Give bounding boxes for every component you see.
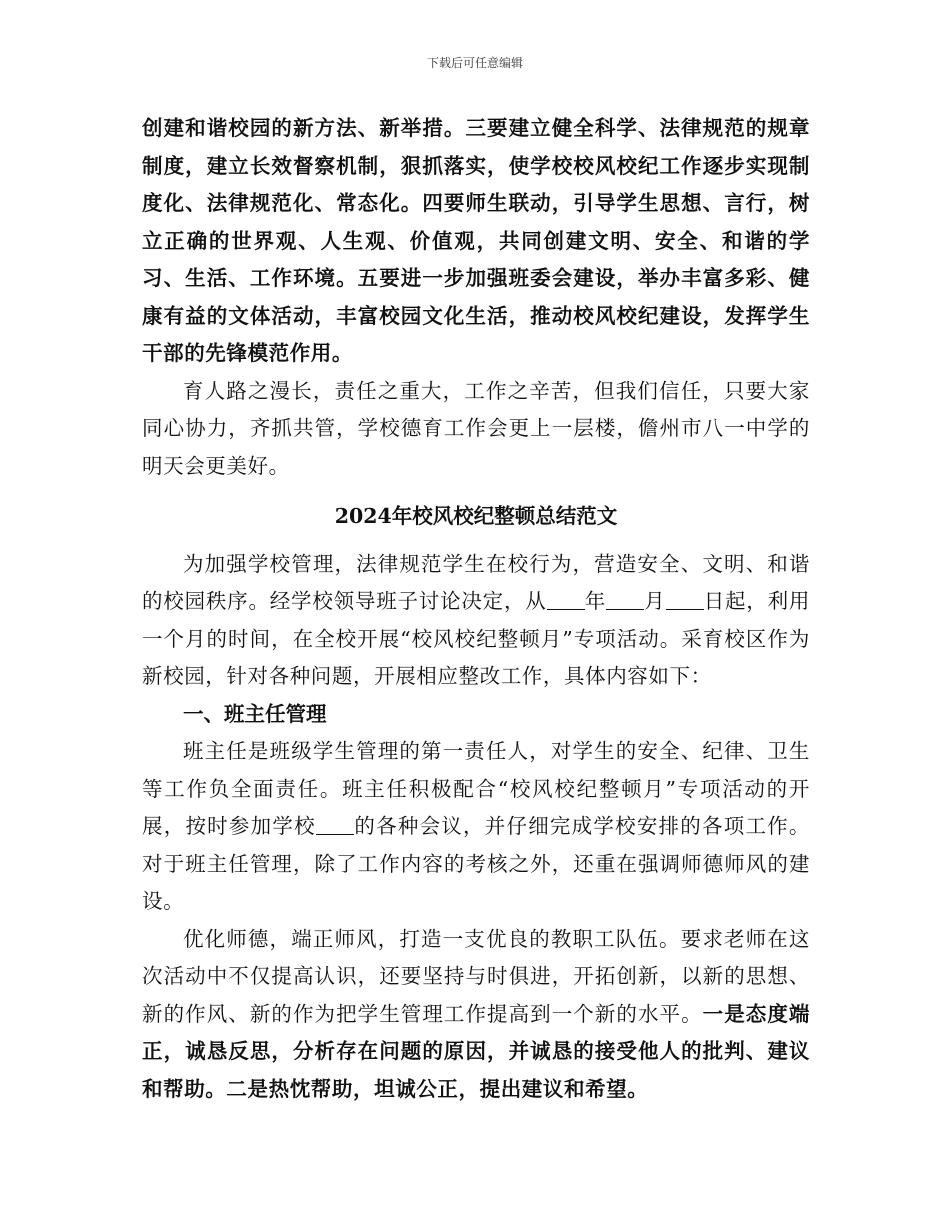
intro-year: 年 (584, 589, 607, 613)
closing-paragraph: 育人路之漫长，责任之重大，工作之辛苦，但我们信任，只要大家同心协力，齐抓共管，学校德育工作会更上一层楼，儋州市八一中学的明天会更美好。 (142, 378, 810, 478)
ethics-paragraph (142, 921, 810, 1109)
blank-meeting (316, 814, 354, 836)
intro-text-b: 日起，利用一个月的时间，在全校开展“校风校纪整顿月”专项活动。采育校区作为新校园，针对各种问题，开展相应整改工作，具体内容如下： (142, 589, 810, 688)
intro-paragraph (142, 546, 810, 696)
ethics-bold-text: 一是态度端正，诚恳反思，分析存在问题的原因，并诚恳的接受他人的批判、建议和帮助。二是热忱帮助，坦诚公正，提出建议和希望。 (142, 1001, 810, 1101)
page-header: 下载后可任意编辑 (426, 56, 523, 70)
section-heading: 一、班主任管理 (183, 701, 327, 726)
bold-paragraph: 创建和谐校园的新方法、新举措。三要建立健全科学、法律规范的规章制度，建立长效督察机制，狠抓落实，使学校校风校纪工作逐步实现制度化、法律规范化、常态化。四要师生联动，引导学生思想、言行，树立正确的世界观、人生观、价值观，共同创建文明、安全、和谐的学习、生活、工作环境。五要进一步加强班委会建设，举办丰富多彩、健康有益的文体活动，丰富校园文化生活，推动校风校纪建设，发挥学生干部的先锋模范作用。 (142, 116, 810, 365)
document-body (142, 110, 810, 1108)
ethics-text: 优化师德，端正师风，打造一支优良的教职工队伍。要求老师在这次活动中不仅提高认识，还要坚持与时俱进，开拓创新，以新的思想、新的作风、新的作为把学生管理工作提高到一个新的水平。 (142, 926, 810, 1026)
article-title: 2024年校风校纪整顿总结范文 (334, 504, 618, 528)
teacher-paragraph (142, 733, 810, 921)
blank-month (606, 589, 644, 611)
blank-year (547, 589, 585, 611)
teacher-text-a: 班主任是班级学生管理的第一责任人，对学生的安全、纪律、卫生等工作负全面责任。班主任积极配合“校风校纪整顿月”专项活动的开展，按时参加学校 (142, 739, 810, 838)
intro-text-a: 为加强学校管理，法律规范学生在校行为，营造安全、文明、和谐的校园秩序。经学校领导班子讨论决定，从 (142, 551, 810, 613)
blank-day (666, 589, 704, 611)
teacher-text-b: 的各种会议，并仔细完成学校安排的各项工作。对于班主任管理，除了工作内容的考核之外，还重在强调师德师风的建设。 (142, 814, 810, 913)
intro-month: 月 (644, 589, 666, 613)
